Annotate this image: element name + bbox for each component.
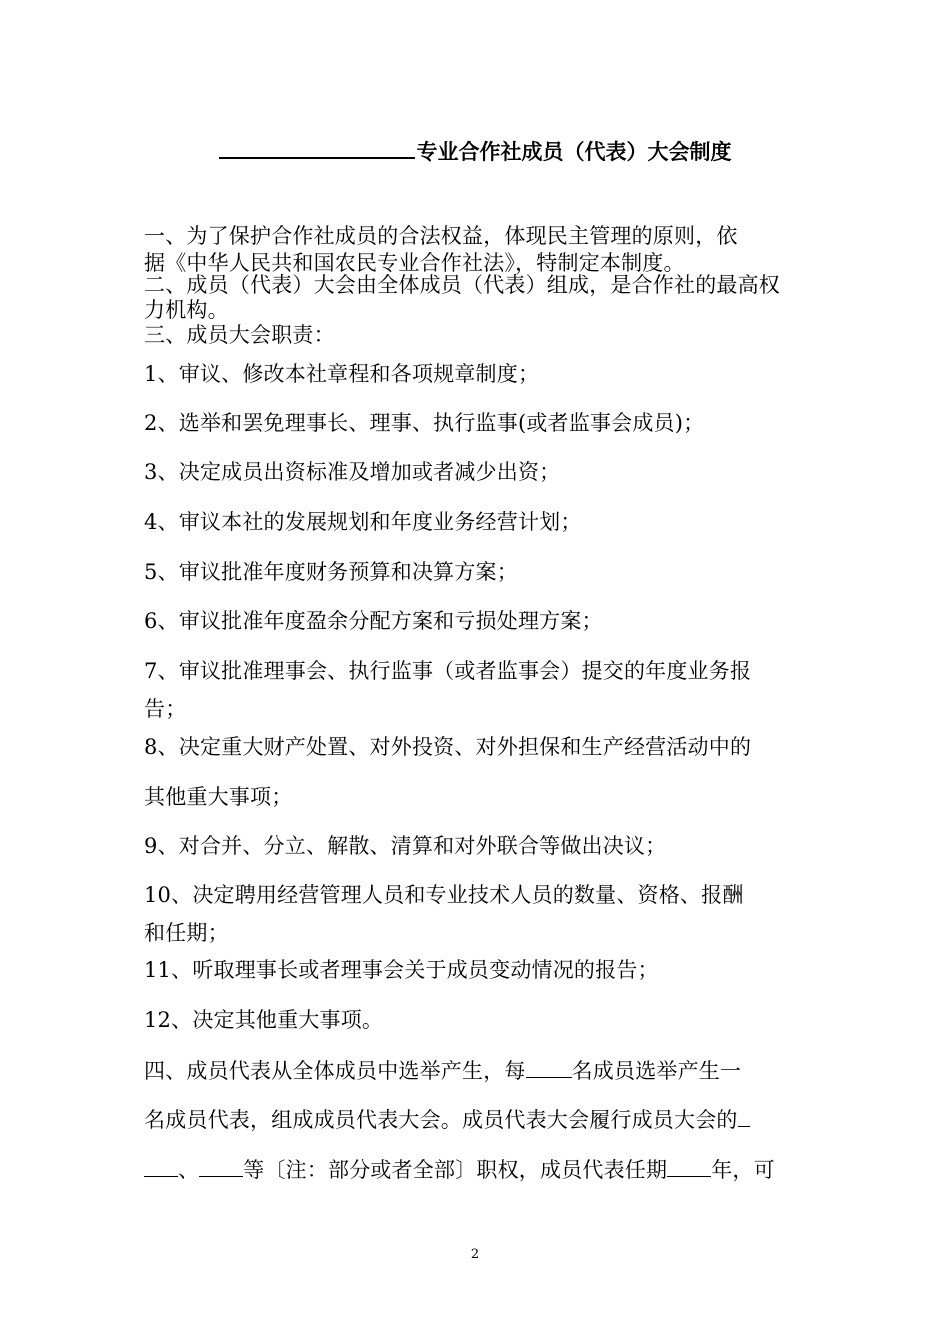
duty-item-2: 2、选举和罢免理事长、理事、执行监事(或者监事会成员)； [144, 411, 705, 435]
duty-item-5: 5、审议批准年度财务预算和决算方案； [144, 560, 518, 584]
duty-item-10-line-1: 10、决定聘用经营管理人员和专业技术人员的数量、资格、报酬 [144, 883, 744, 907]
duty-item-12: 12、决定其他重大事项。 [144, 1008, 384, 1032]
duty-item-8-line-2: 其他重大事项； [144, 785, 293, 809]
title-blank-line [219, 133, 415, 159]
blank-duties-2 [199, 1156, 243, 1177]
duty-item-9: 9、对合并、分立、解散、清算和对外联合等做出决议； [144, 834, 667, 858]
section-4-text: 名成员选举产生一 [571, 1059, 742, 1083]
document-title [0, 133, 950, 168]
duty-item-3: 3、决定成员出资标准及增加或者减少出资； [144, 460, 561, 484]
section-4-line-2 [144, 1106, 750, 1134]
paragraph-1-line-2: 据《中华人民共和国农民专业合作社法》，特制定本制度。 [144, 251, 685, 275]
duty-item-4: 4、审议本社的发展规划和年度业务经营计划； [144, 510, 582, 534]
title-text: 专业合作社成员（代表）大会制度 [416, 140, 732, 164]
section-4-text: 等〔注：部分或者全部〕职权，成员代表任期 [243, 1158, 668, 1182]
duty-item-7-line-2: 告； [144, 697, 187, 721]
paragraph-2-line-2: 力机构。 [144, 298, 229, 322]
duty-item-11: 11、听取理事长或者理事会关于成员变动情况的报告； [144, 958, 659, 982]
blank-members-per-representative [526, 1057, 572, 1078]
section-4-text: 名成员代表，组成成员代表大会。成员代表大会履行成员大会的 [144, 1108, 738, 1132]
section-4-text: 四、成员代表从全体成员中选举产生，每 [144, 1059, 526, 1083]
duty-item-1: 1、审议、修改本社章程和各项规章制度； [144, 362, 540, 386]
paragraph-3: 三、成员大会职责： [144, 323, 335, 347]
section-4-text: 、 [178, 1158, 200, 1182]
blank-term-years [667, 1156, 711, 1177]
paragraph-1-line-1: 一、为了保护合作社成员的合法权益，体现民主管理的原则，依 [144, 224, 738, 248]
duty-item-7-line-1: 7、审议批准理事会、执行监事（或者监事会）提交的年度业务报 [144, 659, 752, 683]
duty-item-6: 6、审议批准年度盈余分配方案和亏损处理方案； [144, 609, 603, 633]
blank-duties-start [738, 1106, 750, 1127]
page-number: 2 [470, 1247, 480, 1262]
duty-item-8-line-1: 8、决定重大财产处置、对外投资、对外担保和生产经营活动中的 [144, 735, 752, 759]
section-4-line-1 [144, 1057, 741, 1085]
blank-duties-1 [144, 1156, 178, 1177]
section-4-text: 年，可 [711, 1158, 775, 1182]
paragraph-2-line-1: 二、成员（代表）大会由全体成员（代表）组成，是合作社的最高权 [144, 273, 780, 297]
duty-item-10-line-2: 和任期； [144, 921, 229, 945]
section-4-line-3 [144, 1156, 775, 1184]
